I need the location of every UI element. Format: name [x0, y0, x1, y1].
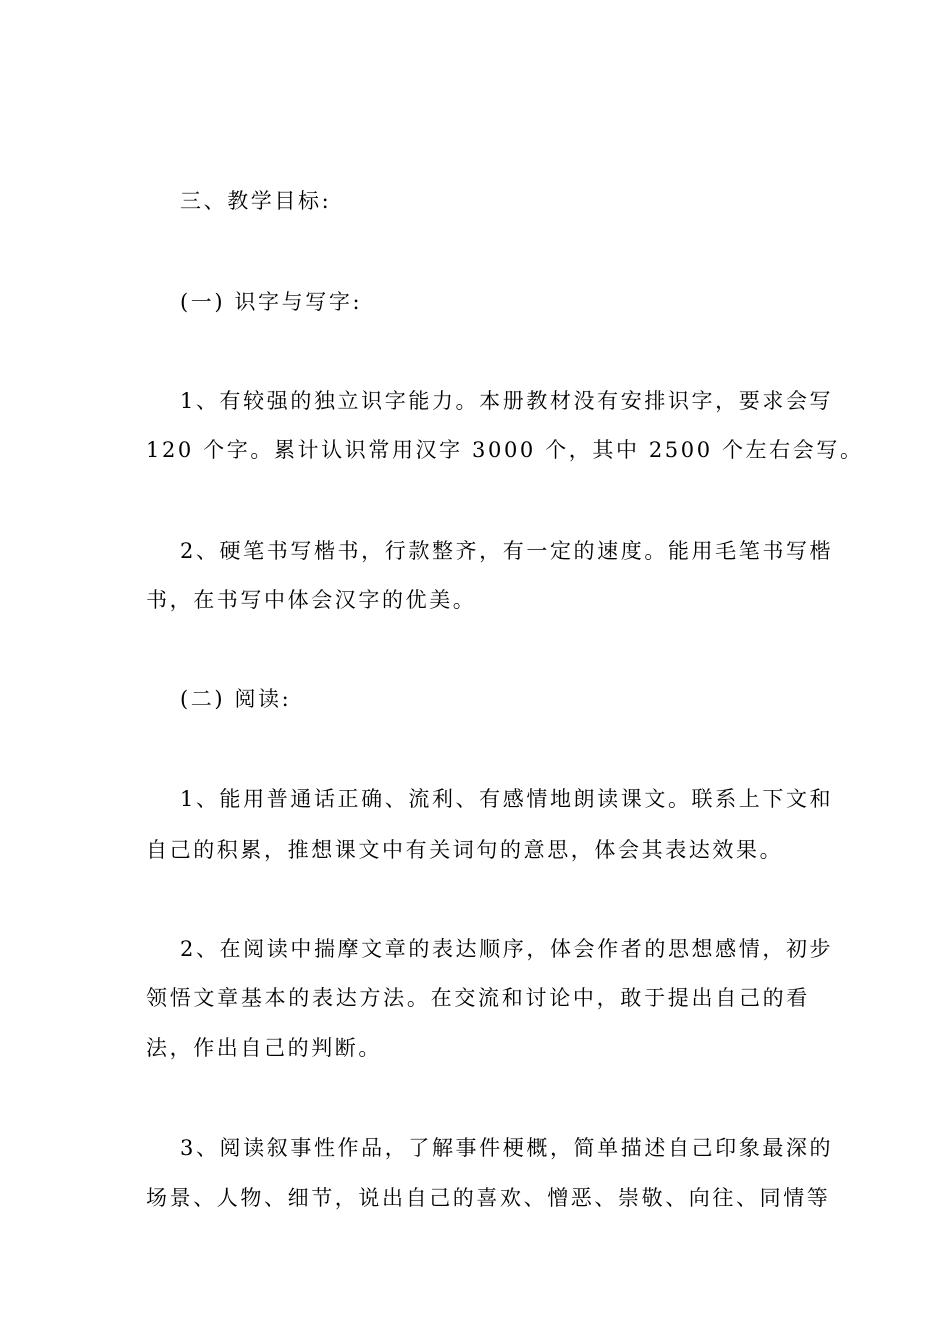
paragraph-line: 自己的积累，推想课文中有关词句的意思，体会其表达效果。	[146, 838, 784, 862]
paragraph-line: 120 个字。累计认识常用汉字 3000 个，其中 2500 个左右会写。	[146, 438, 864, 462]
paragraph-line: 2、在阅读中揣摩文章的表达顺序，体会作者的思想感情，初步	[180, 937, 834, 961]
paragraph-line: 3、阅读叙事性作品，了解事件梗概，简单描述自己印象最深的	[180, 1136, 834, 1160]
paragraph-line: 场景、人物、细节，说出自己的喜欢、憎恶、崇敬、向往、同情等	[146, 1186, 831, 1210]
subsection-title-reading: (二) 阅读:	[180, 687, 292, 711]
paragraph-line: 书，在书写中体会汉字的优美。	[146, 588, 477, 612]
paragraph-line: 1、有较强的独立识字能力。本册教材没有安排识字，要求会写	[180, 389, 834, 413]
paragraph-line: 2、硬笔书写楷书，行款整齐，有一定的速度。能用毛笔书写楷	[180, 539, 834, 563]
section-heading: 三、教学目标:	[180, 189, 332, 213]
paragraph-line: 法，作出自己的判断。	[146, 1036, 382, 1060]
paragraph-line: 领悟文章基本的表达方法。在交流和讨论中，敢于提出自己的看	[146, 986, 810, 1010]
subsection-title-literacy: (一) 识字与写字:	[180, 290, 363, 314]
paragraph-line: 1、能用普通话正确、流利、有感情地朗读课文。联系上下文和	[180, 787, 834, 811]
